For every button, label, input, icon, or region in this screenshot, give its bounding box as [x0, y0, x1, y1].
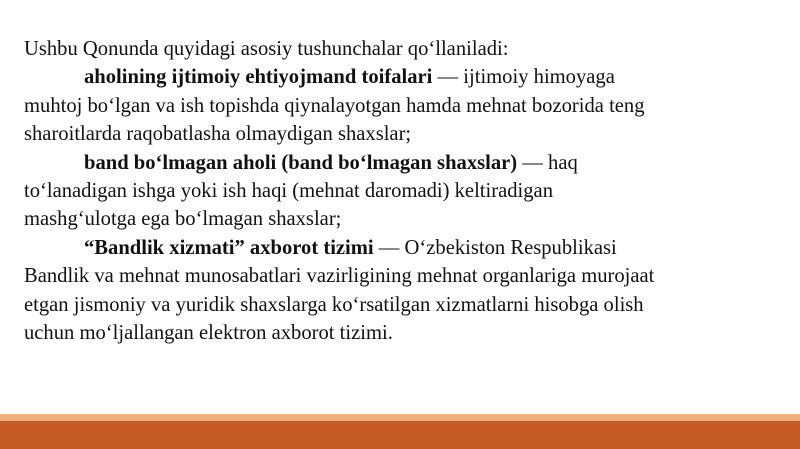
slide-body	[24, 35, 784, 347]
definition-1-first-line	[24, 63, 784, 91]
footer-accent-stripe	[0, 414, 800, 421]
definition-1-term: aholining ijtimoiy ehtiyojmand toifalari	[84, 66, 433, 89]
definition-2-line-2: to‘lanadigan ishga yoki ish haqi (mehnat daromadi) keltiradigan	[24, 180, 553, 203]
definition-1-line-2: muhtoj bo‘lgan va ish topishda qiynalayotgan hamda mehnat bozorida teng	[24, 94, 645, 117]
definition-2-line-3: mashg‘ulotga ega bo‘lmagan shaxslar;	[24, 208, 342, 231]
definition-2-term: band bo‘lmagan aholi (band bo‘lmagan shaxslar)	[84, 151, 518, 174]
definition-1	[24, 63, 784, 148]
footer-bar	[0, 421, 800, 449]
definition-3-line-3: etgan jismoniy va yuridik shaxslarga ko‘rsatilgan xizmatlarni hisobga olish	[24, 293, 644, 316]
definition-2-text-start: — haq	[517, 151, 578, 174]
definition-3	[24, 234, 784, 348]
definition-3-first-line	[24, 234, 784, 262]
definition-2-first-line	[24, 149, 784, 177]
definition-1-line-3: sharoitlarda raqobatlasha olmaydigan shaxslar;	[24, 123, 412, 146]
intro-text: Ushbu Qonunda quyidagi asosiy tushunchalar qo‘llaniladi:	[24, 38, 509, 60]
definition-3-line-4: uchun mo‘ljallangan elektron axborot tizimi.	[24, 322, 393, 345]
definition-3-term: “Bandlik xizmati” axborot tizimi	[84, 236, 374, 259]
definition-3-line-2: Bandlik va mehnat munosabatlari vazirligining mehnat organlariga murojaat	[24, 265, 655, 288]
definition-1-text-start: — ijtimoiy himoyaga	[432, 66, 615, 89]
definition-3-text-start: — O‘zbekiston Respublikasi	[373, 236, 617, 259]
definition-2	[24, 149, 784, 234]
